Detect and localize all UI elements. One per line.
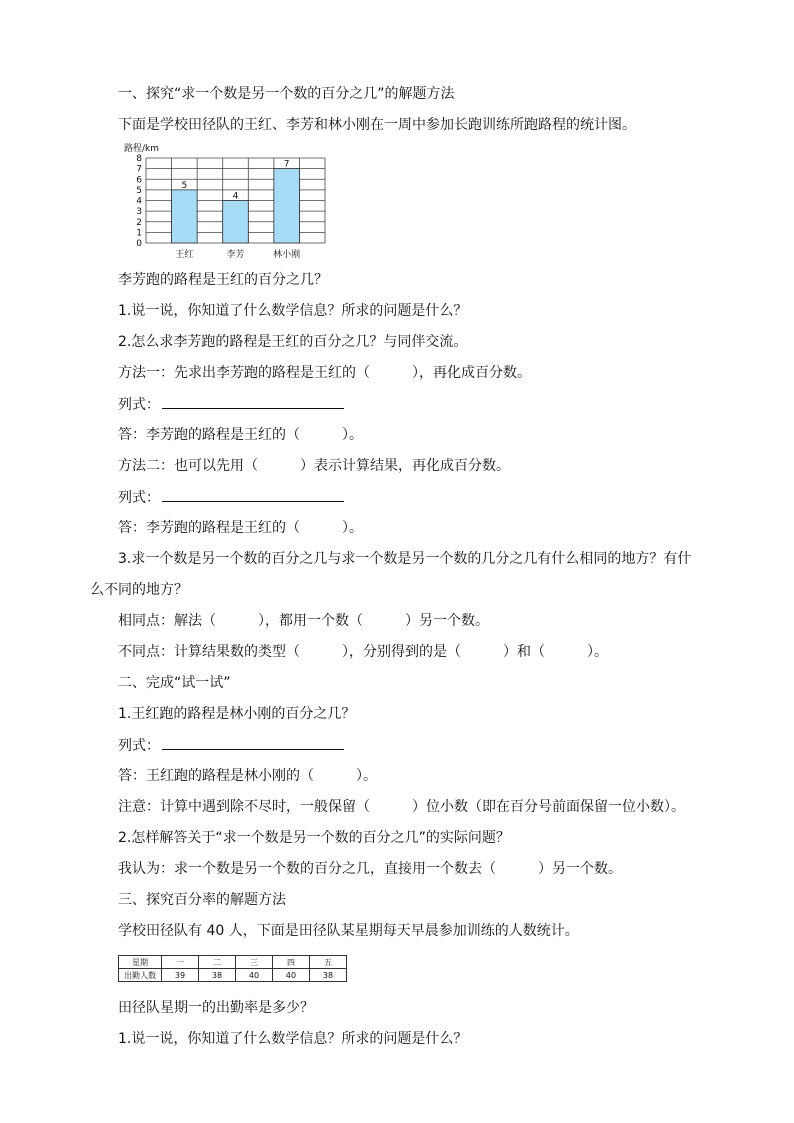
table-header-cell: 星期 [119,956,162,969]
method-1-text: 方法一：先求出李芳跑的路程是王红的（ ），再化成百分数。 [118,365,531,381]
x-tick-label: 林小刚 [273,250,301,260]
attendance-question: 田径队星期一的出勤率是多少？ [118,1000,314,1016]
bar [223,201,249,244]
step-3-text: 3.求一个数是另一个数的百分之几与求一个数是另一个数的几分之几有什么相同的地方？有什 [118,551,692,567]
y-tick-label: 2 [136,217,142,228]
y-axis-label: 路程/km [124,144,160,154]
opinion-text: 我认为：求一个数是另一个数的百分之几，直接用一个数去（ ）另一个数。 [118,861,622,877]
table-row [119,969,347,982]
try-2-text: 2.怎样解答关于“求一个数是另一个数的百分之几”的实际问题？ [118,830,510,846]
table-cell: 38 [310,969,347,982]
formula-label: 列式： [118,397,160,413]
data-label: 4 [232,191,239,202]
formula-blank[interactable] [162,487,344,502]
table-header-cell: 三 [236,956,273,969]
table-header-cell: 五 [310,956,347,969]
formula-label: 列式： [118,738,160,754]
answer-1-text: 答：李芳跑的路程是王红的（ ）。 [118,427,363,443]
y-tick-label: 0 [136,239,142,249]
method-2-text: 方法二：也可以先用（ ）表示计算结果，再化成百分数。 [118,458,510,474]
formula-2 [118,487,344,508]
y-tick-label: 4 [136,196,142,207]
table-header-cell: 二 [199,956,236,969]
answer-2-text: 答：李芳跑的路程是王红的（ ）。 [118,520,363,536]
data-label: 5 [181,180,188,191]
y-tick-label: 7 [136,164,142,175]
table-cell: 38 [199,969,236,982]
step-1b-text: 1.说一说，你知道了什么数学信息？所求的问题是什么？ [118,1031,468,1047]
y-tick-label: 1 [136,228,142,239]
attendance-table [118,955,347,982]
note-text: 注意：计算中遇到除不尽时，一般保留（ ）位小数（即在百分号前面保留一位小数）。 [118,799,685,815]
formula-3 [118,735,344,756]
x-tick-label: 李芳 [226,250,245,260]
difference-text: 不同点：计算结果数的类型（ ），分别得到的是（ ）和（ ）。 [118,644,608,660]
try-1-text: 1.王红跑的路程是林小刚的百分之几？ [118,706,356,722]
y-tick-label: 5 [136,185,142,196]
table-cell: 40 [236,969,273,982]
similarity-text: 相同点：解法（ ），都用一个数（ ）另一个数。 [118,613,489,629]
y-tick-label: 6 [136,175,142,186]
y-tick-label: 3 [136,207,142,218]
intro-text: 下面是学校田径队的王红、李芳和林小刚在一周中参加长跑训练所跑路程的统计图。 [118,117,636,133]
formula-blank[interactable] [162,394,344,409]
distance-bar-chart [120,140,370,265]
data-label: 7 [283,159,290,170]
bar [274,169,300,243]
formula-1 [118,394,344,415]
section-title-1: 一、探究“求一个数是另一个数的百分之几”的解题方法 [118,86,455,102]
bar [172,190,198,243]
table-header-cell: 四 [273,956,310,969]
section-title-2: 二、完成“试一试” [118,675,231,691]
answer-3-text: 答：王红跑的路程是林小刚的（ ）。 [118,768,377,784]
formula-label: 列式： [118,490,160,506]
table-row-label: 出勤人数 [119,969,162,982]
table-header-cell: 一 [162,956,199,969]
step-2-text: 2.怎么求李芳跑的路程是王红的百分之几？与同伴交流。 [118,334,468,350]
step-3-text-cont: 么不同的地方？ [90,582,188,598]
question-text: 李芳跑的路程是王红的百分之几？ [118,272,328,288]
x-tick-label: 王红 [175,250,194,260]
step-1-text: 1.说一说，你知道了什么数学信息？所求的问题是什么？ [118,303,468,319]
y-tick-label: 8 [136,154,142,164]
section-title-3: 三、探究百分率的解题方法 [118,892,286,908]
team-text: 学校田径队有 40 人，下面是田径队某星期每天早晨参加训练的人数统计。 [118,923,579,939]
table-row [119,956,347,969]
table-cell: 39 [162,969,199,982]
formula-blank[interactable] [162,735,344,750]
table-cell: 40 [273,969,310,982]
